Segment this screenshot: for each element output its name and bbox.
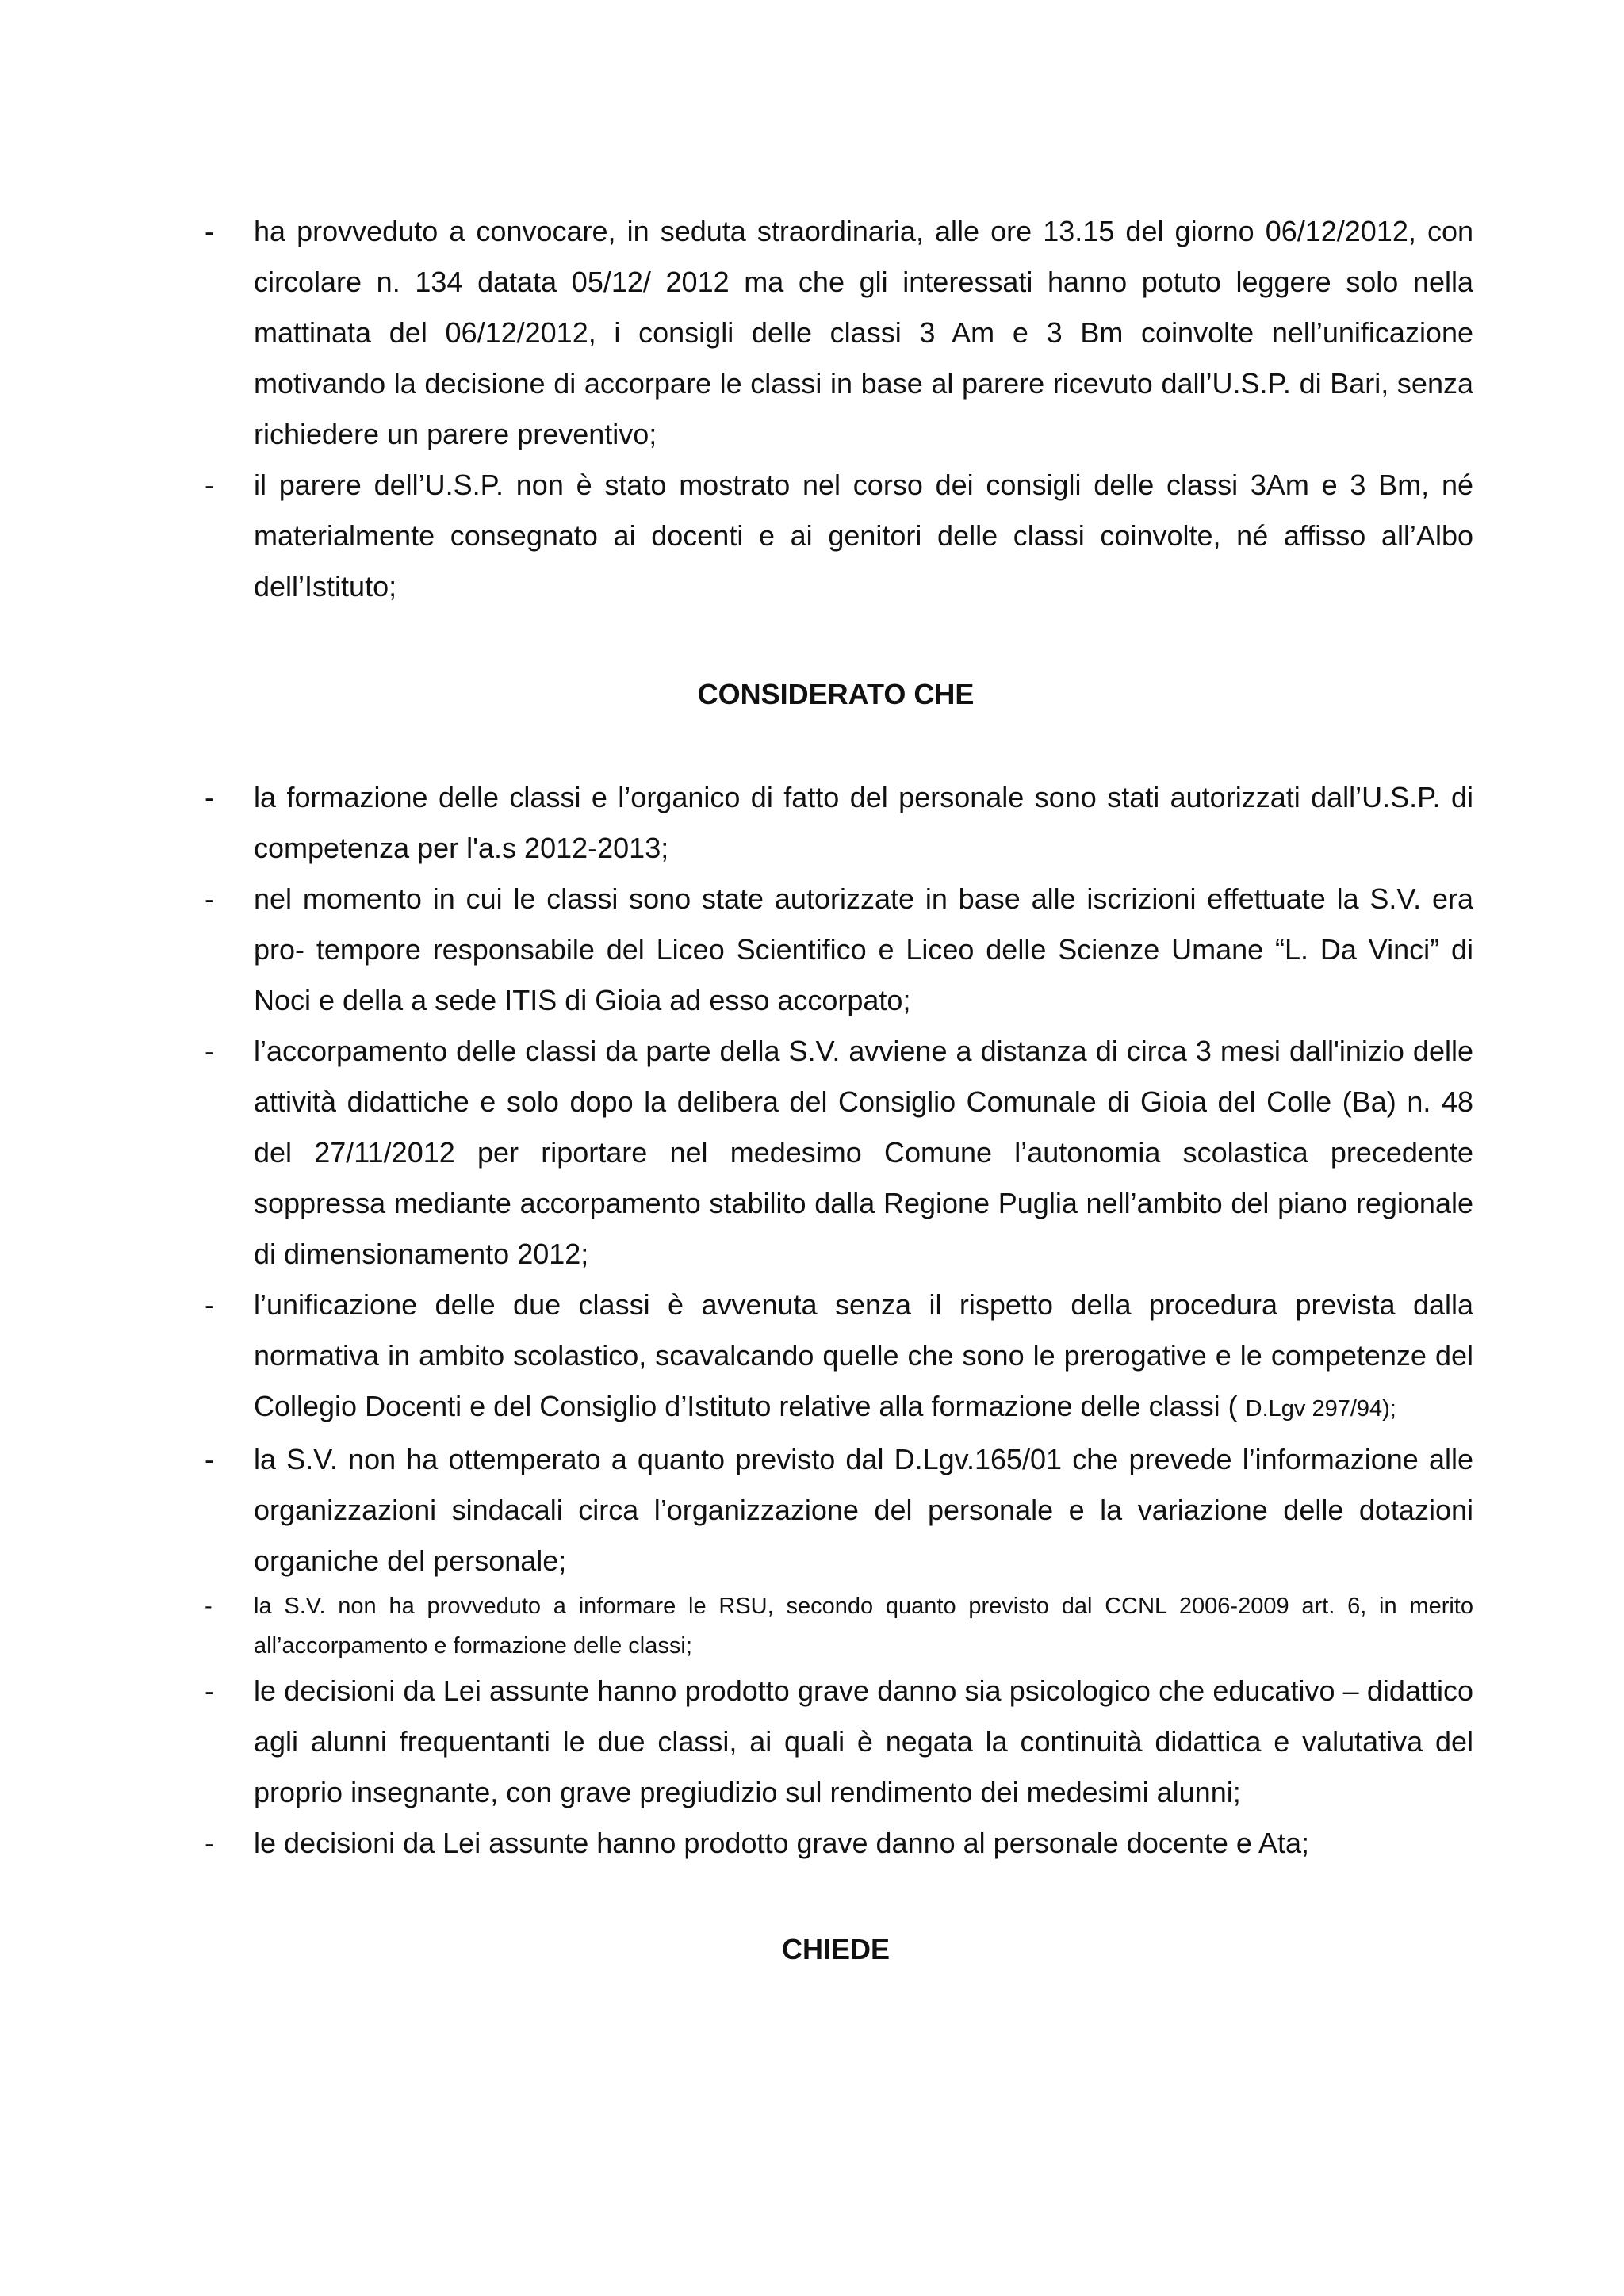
list-item (198, 1434, 1473, 1586)
bullet-dash: - (205, 215, 214, 247)
list-item-text: la S.V. non ha provveduto a informare le RSU, secondo quanto previsto dal CCNL 2006-2009 art. 6, in merito all’accorpamento e formazione delle classi; (254, 1594, 1473, 1659)
list-item-text: l’accorpamento delle classi da parte della S.V. avviene a distanza di circa 3 mesi dall'inizio delle attività didattiche e solo dopo la delibera del Consiglio Comunale di Gioia del Colle (Ba) n. 48 del 27/11/2012 per riportare nel medesimo Comune l’autonomia scolastica precedente soppressa mediante accorpamento stabilito dalla Regione Puglia nell’ambito del piano regionale di dimensionamento 2012; (254, 1035, 1473, 1270)
bullet-dash: - (205, 1827, 214, 1859)
list-item-text: il parere dell’U.S.P. non è stato mostrato nel corso dei consigli delle classi 3Am e 3 Bm, né materialmente consegnato ai docenti e ai genitori delle classi coinvolte, né affisso all’Albo dell’Istituto; (254, 469, 1473, 603)
heading-considerato-che: CONSIDERATO CHE (697, 678, 975, 710)
bullet-dash: - (205, 1674, 214, 1707)
bullet-dash: - (205, 1035, 214, 1067)
list-item-text: le decisioni da Lei assunte hanno prodotto grave danno al personale docente e Ata; (254, 1827, 1309, 1859)
list-item (198, 772, 1473, 874)
heading-chiede: CHIEDE (781, 1933, 891, 1965)
list-item-text: la formazione delle classi e l’organico di fatto del personale sono stati autorizzati dall’U.S.P. di competenza per l'a.s 2012-2013; (254, 781, 1473, 864)
bullet-dash: - (205, 1594, 213, 1619)
list-item (198, 206, 1473, 460)
list-item-text: ha provveduto a convocare, in seduta straordinaria, alle ore 13.15 del giorno 06/12/2012, con circolare n. 134 datata 05/12/ 2012 ma che gli interessati hanno potuto leggere solo nella mattinata del 06/12/2012, i consigli delle classi 3 Am e 3 Bm coinvolte nell’unificazione motivando la decisione di accorpare le classi in base al parere ricevuto dall’U.S.P. di Bari, senza richiedere un parere preventivo; (254, 215, 1473, 450)
list-item (198, 1586, 1473, 1666)
bullet-dash: - (205, 1288, 214, 1321)
list-item (198, 460, 1473, 612)
list-item (198, 874, 1473, 1026)
list-item-text: le decisioni da Lei assunte hanno prodotto grave danno sia psicologico che educativo – didattico agli alunni frequentanti le due classi, ai quali è negata la continuità didattica e valutativa del proprio insegnante, con grave pregiudizio sul rendimento dei medesimi alunni; (254, 1674, 1473, 1808)
list-item-text: la S.V. non ha ottemperato a quanto previsto dal D.Lgv.165/01 che prevede l’informazione alle organizzazioni sindacali circa l’organizzazione del personale e la variazione delle dotazioni organiche del personale; (254, 1443, 1473, 1577)
list-item (198, 1818, 1473, 1869)
list-item-text (254, 1280, 1473, 1434)
list-premises (198, 206, 1473, 612)
list-item-text-main: l’unificazione delle due classi è avvenuta senza il rispetto della procedura prevista dalla normativa in ambito scolastico, scavalcando quelle che sono le prerogative e le competenze del Collegio Docenti e del Consiglio d’Istituto relative alla formazione delle classi ( (254, 1288, 1473, 1422)
list-item (198, 1026, 1473, 1280)
list-item-text: nel momento in cui le classi sono state autorizzate in base alle iscrizioni effettuate la S.V. era pro- tempore responsabile del Liceo Scientifico e Liceo delle Scienze Umane “L. Da Vinci” di Noci e della a sede ITIS di Gioia ad esso accorpato; (254, 882, 1473, 1016)
bullet-dash: - (205, 781, 214, 813)
legal-reference: D.Lgv 297/94); (1245, 1396, 1396, 1422)
bullet-dash: - (205, 1443, 214, 1475)
bullet-dash: - (205, 469, 214, 501)
list-item (198, 1280, 1473, 1434)
list-item (198, 1666, 1473, 1818)
list-considerations (198, 772, 1473, 1869)
bullet-dash: - (205, 882, 214, 915)
